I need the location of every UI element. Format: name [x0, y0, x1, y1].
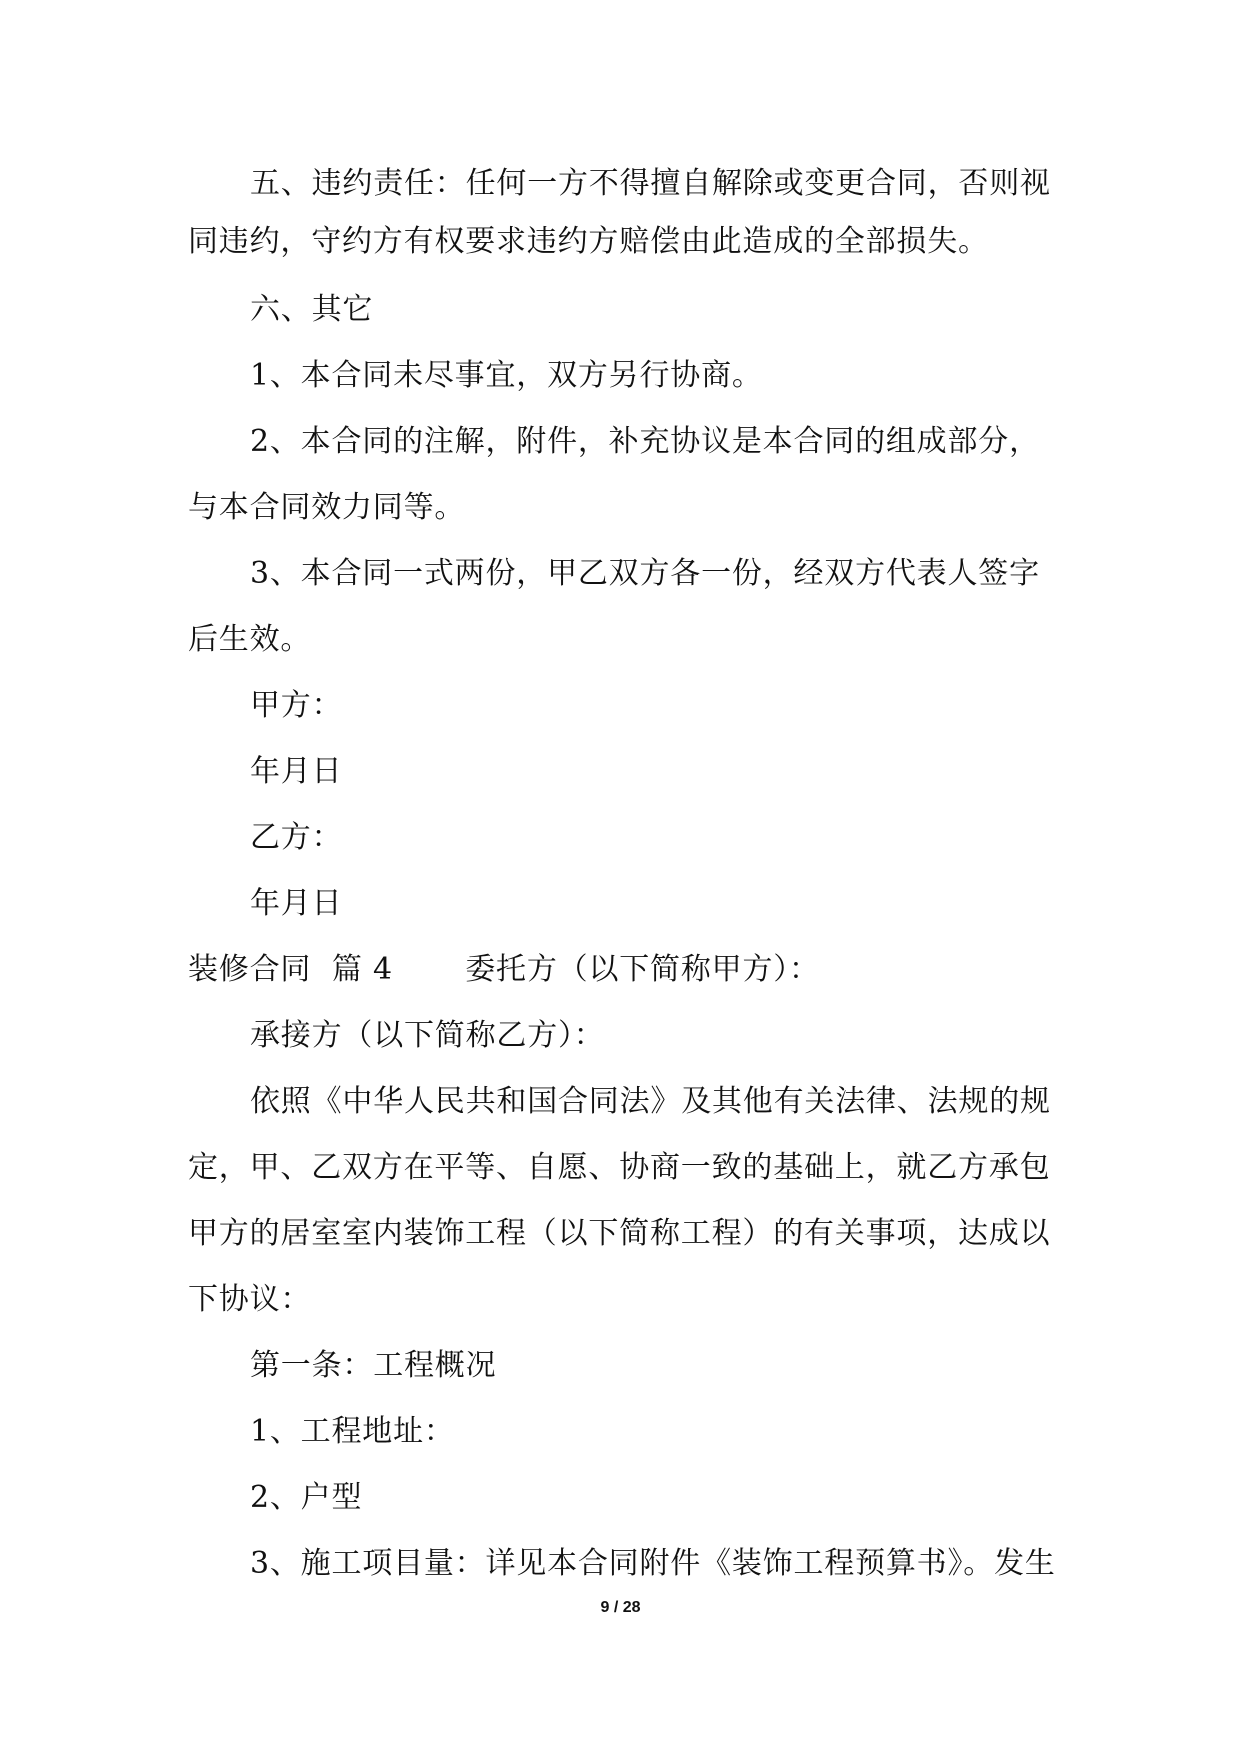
- text-line: 年月日: [250, 886, 343, 921]
- text-line: 后生效。: [188, 622, 312, 657]
- text-line: 五、违约责任：任何一方不得擅自解除或变更合同，否则视: [250, 166, 1051, 201]
- text-line: 1、工程地址：: [250, 1414, 455, 1449]
- text-line: 六、其它: [250, 292, 374, 327]
- text-line: 甲方：: [250, 688, 343, 723]
- section-heading: 装修合同 篇 4 委托方（以下简称甲方）：: [188, 952, 820, 987]
- text-line: 2、本合同的注解，附件，补充协议是本合同的组成部分，: [250, 424, 1040, 459]
- text-line: 3、本合同一式两份，甲乙双方各一份，经双方代表人签字: [250, 556, 1040, 591]
- text-line: 乙方：: [250, 820, 343, 855]
- text-line: 第一条：工程概况: [250, 1348, 497, 1383]
- text-line: 2、户型: [250, 1480, 363, 1515]
- page-number: 9 / 28: [600, 1599, 641, 1616]
- text-line: 3、施工项目量：详见本合同附件《装饰工程预算书》。发生: [250, 1546, 1056, 1581]
- text-line: 下协议：: [188, 1282, 312, 1317]
- text-line: 承接方（以下简称乙方）：: [250, 1018, 605, 1053]
- text-line: 同违约，守约方有权要求违约方赔偿由此造成的全部损失。: [188, 224, 989, 259]
- text-line: 年月日: [250, 754, 343, 789]
- text-line: 甲方的居室室内装饰工程（以下简称工程）的有关事项，达成以: [188, 1216, 1051, 1251]
- text-line: 与本合同效力同等。: [188, 490, 466, 525]
- text-line: 定，甲、乙双方在平等、自愿、协商一致的基础上，就乙方承包: [188, 1150, 1051, 1185]
- text-line: 依照《中华人民共和国合同法》及其他有关法律、法规的规: [250, 1084, 1051, 1119]
- text-line: 1、本合同未尽事宜，双方另行协商。: [250, 358, 763, 393]
